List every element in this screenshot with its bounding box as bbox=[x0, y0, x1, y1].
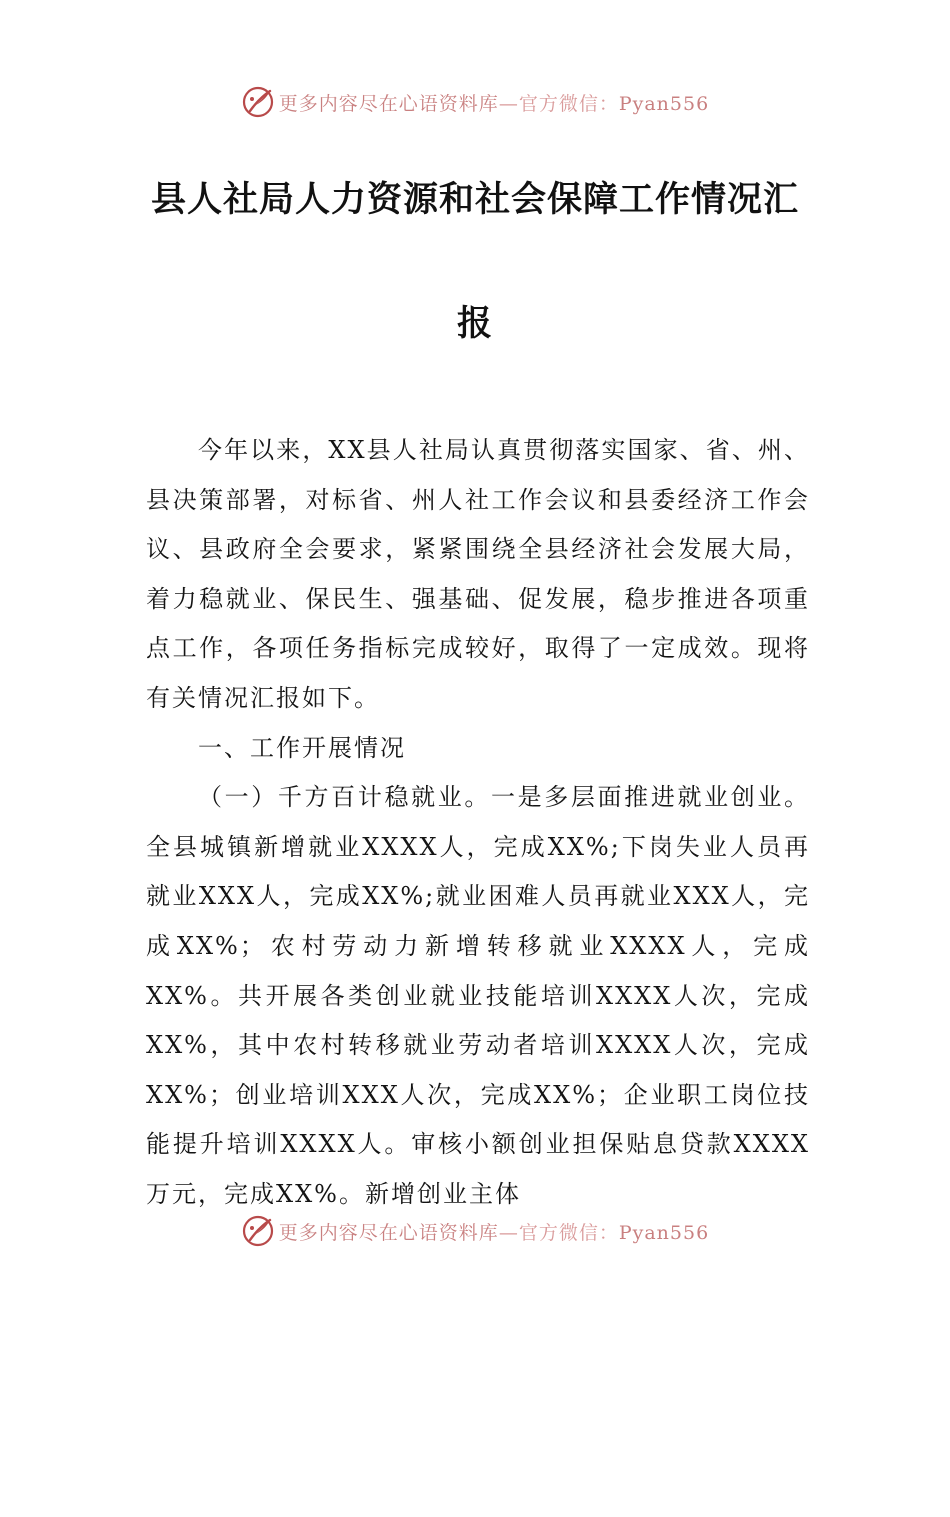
section-paragraph: （一）千方百计稳就业。一是多层面推进就业创业。全县城镇新增就业XXXX人，完成XX%;下岗失业人员再就业XXX人，完成XX%;就业困难人员再就业XXX人，完成XX%；农村劳动力新增转移就业XXXX人，完成XX%。共开展各类创业就业技能培训XXXX人次，完成XX%，其中农村转移就业劳动者培训XXXX人次，完成XX%；创业培训XXX人次，完成XX%；企业职工岗位技能提升培训XXXX人。审核小额创业担保贴息贷款XXXX万元，完成XX%。新增创业主体 bbox=[146, 783, 810, 1208]
section-heading: 一、工作开展情况 bbox=[198, 733, 406, 762]
document-title: 县人社局人力资源和社会保障工作情况汇 bbox=[150, 180, 799, 220]
intro-paragraph: 今年以来，XX县人社局认真贯彻落实国家、省、州、县决策部署，对标省、州人社工作会议和县委经济工作会议、县政府全会要求，紧紧围绕全县经济社会发展大局，着力稳就业、保民生、强基础、促发展，稳步推进各项重点工作，各项任务指标完成较好，取得了一定成效。现将有关情况汇报如下。 bbox=[146, 436, 810, 712]
watermark-text: 更多内容尽在心语资料库—官方微信：Pyan556 bbox=[278, 1221, 710, 1244]
watermark-banner-bottom bbox=[0, 1211, 950, 1251]
document-title-continued: 报 bbox=[456, 304, 493, 344]
watermark-banner-top bbox=[0, 82, 950, 122]
document-body bbox=[146, 426, 810, 1517]
quill-logo-icon bbox=[241, 1214, 275, 1248]
quill-logo-icon bbox=[241, 85, 275, 119]
watermark-text: 更多内容尽在心语资料库—官方微信：Pyan556 bbox=[278, 92, 710, 115]
